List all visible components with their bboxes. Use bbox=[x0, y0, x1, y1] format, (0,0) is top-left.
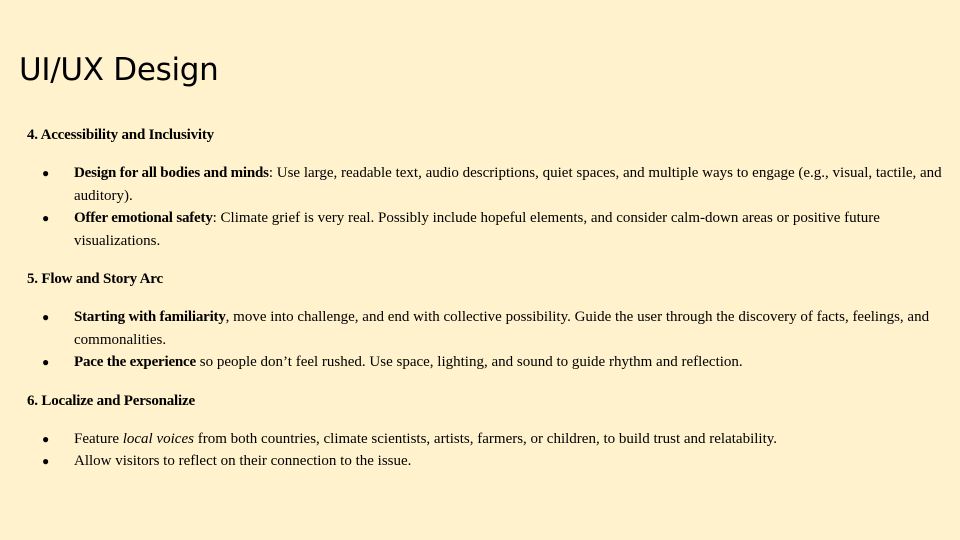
bullet-icon: ● bbox=[42, 431, 50, 446]
bullet-list bbox=[27, 162, 947, 252]
bullet-bold-text: Design for all bodies and minds bbox=[74, 165, 269, 181]
slide-title: UI/UX Design bbox=[19, 52, 219, 88]
section-accessibility bbox=[27, 124, 947, 252]
bullet-text: , move into challenge, and end with collective possibility. Guide the user through the discovery of facts, feelings, and commonalities. bbox=[74, 309, 930, 348]
list-item bbox=[27, 306, 947, 351]
section-heading: 6. Localize and Personalize bbox=[27, 392, 195, 409]
list-item bbox=[27, 351, 947, 374]
section-heading: 5. Flow and Story Arc bbox=[27, 271, 163, 287]
bullet-icon: ● bbox=[42, 310, 50, 324]
bullet-text: so people don’t feel rushed. Use space, lighting, and sound to guide rhythm and reflection. bbox=[195, 354, 743, 370]
bullet-text: Feature bbox=[74, 430, 123, 447]
bullet-icon: ● bbox=[42, 211, 50, 225]
bullet-text: from both countries, climate scientists, artists, farmers, or children, to build trust and relatability. bbox=[193, 430, 778, 447]
slide-content bbox=[27, 124, 947, 489]
bullet-text: : Climate grief is very real. Possibly include hopeful elements, and consider calm-down areas or positive future visualizations. bbox=[74, 210, 880, 249]
bullet-list bbox=[27, 428, 947, 473]
section-localize bbox=[27, 390, 947, 473]
bullet-icon: ● bbox=[42, 355, 50, 369]
list-item bbox=[27, 450, 947, 473]
list-item bbox=[27, 428, 947, 451]
list-item bbox=[27, 162, 947, 207]
bullet-icon: ● bbox=[42, 454, 50, 468]
section-flow-story bbox=[27, 268, 947, 374]
list-item bbox=[27, 207, 947, 252]
bullet-text: Allow visitors to reflect on their connection to the issue. bbox=[74, 453, 412, 469]
section-heading: 4. Accessibility and Inclusivity bbox=[27, 127, 214, 143]
bullet-bold-text: Pace the experience bbox=[74, 354, 196, 370]
bullet-list bbox=[27, 306, 947, 374]
bullet-italic-text: local voices bbox=[122, 430, 194, 447]
bullet-bold-text: Starting with familiarity bbox=[74, 309, 226, 325]
bullet-text: : Use large, readable text, audio descriptions, quiet spaces, and multiple ways to engage (e.g., visual, tactile, and auditory). bbox=[74, 165, 942, 204]
bullet-bold-text: Offer emotional safety bbox=[74, 210, 213, 226]
bullet-icon: ● bbox=[42, 166, 50, 180]
